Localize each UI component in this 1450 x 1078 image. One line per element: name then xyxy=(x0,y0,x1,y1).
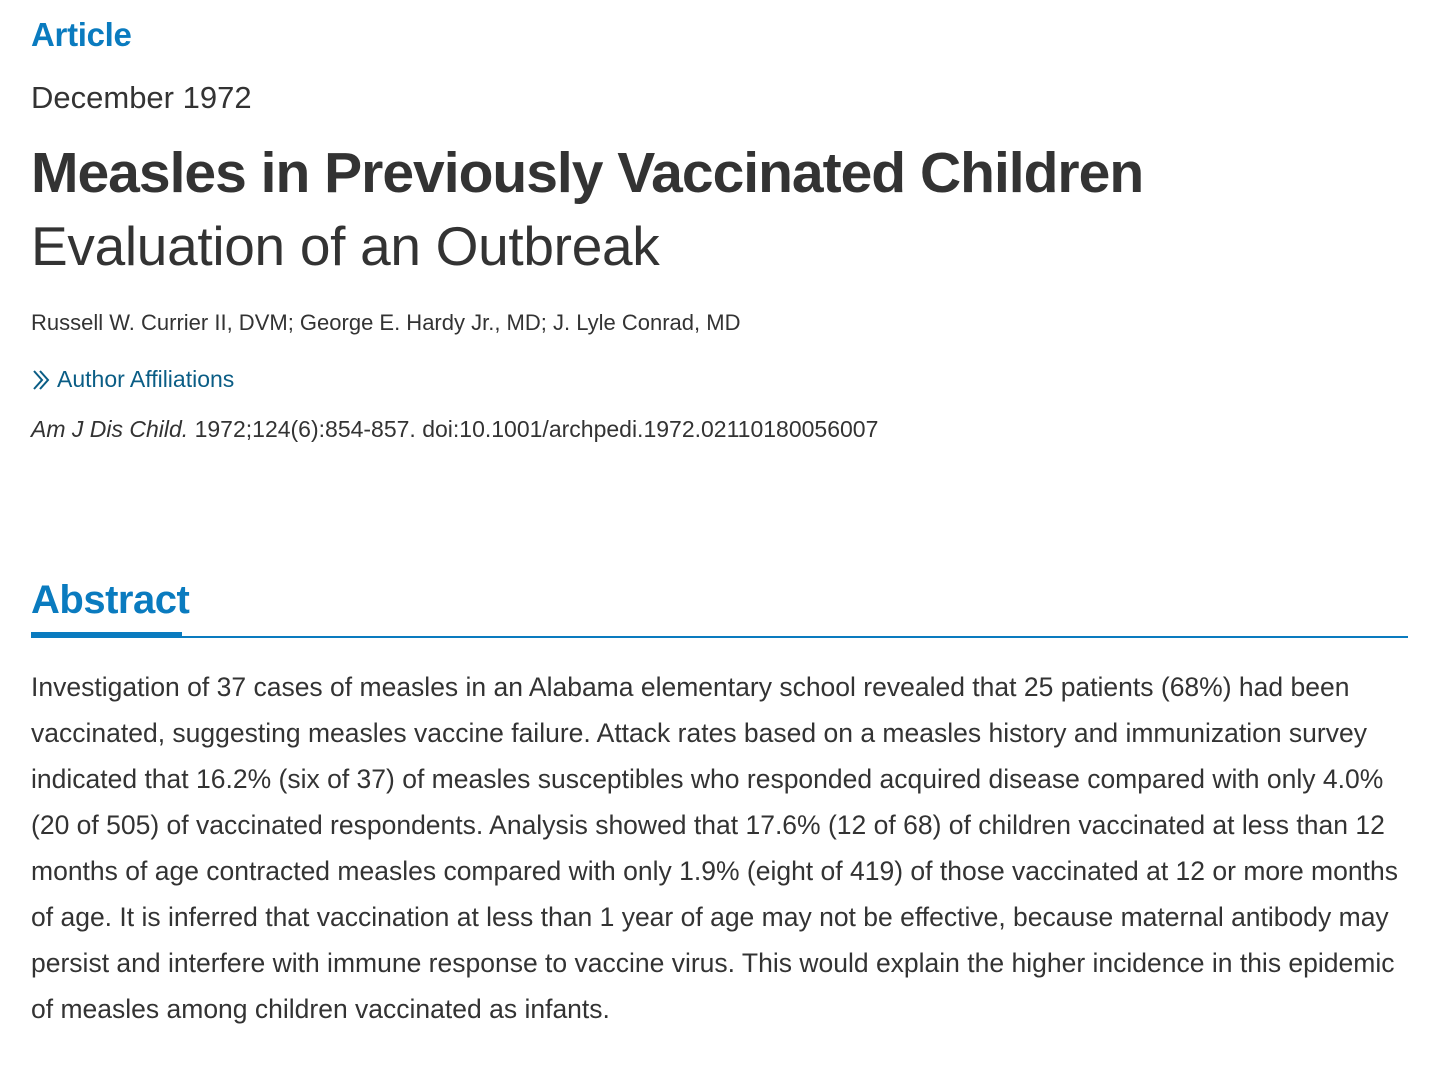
article-subtitle: Evaluation of an Outbreak xyxy=(31,215,660,277)
citation xyxy=(31,416,878,443)
journal-name: Am J Dis Child. xyxy=(31,416,189,442)
abstract-divider-accent xyxy=(31,632,182,638)
abstract-text: Investigation of 37 cases of measles in an Alabama elementary school revealed that 25 patients (68%) had been vaccinated, suggesting measles vaccine failure. Attack rates based on a measles history and immunization survey indicated that 16.2% (six of 37) of measles susceptibles who responded acquired disease compared with only 4.0% (20 of 505) of vaccinated respondents. Analysis showed that 17.6% (12 of 68) of children vaccinated at less than 12 months of age contracted measles compared with only 1.9% (eight of 419) of those vaccinated at 12 or more months of age. It is inferred that vaccination at less than 1 year of age may not be effective, because maternal antibody may persist and interfere with immune response to vaccine virus. This would explain the higher incidence in this epidemic of measles among children vaccinated as infants. xyxy=(31,672,1398,1024)
article-type-label: Article xyxy=(31,16,132,53)
author-list: Russell W. Currier II, DVM; George E. Hardy Jr., MD; J. Lyle Conrad, MD xyxy=(31,310,741,335)
double-chevron-right-icon xyxy=(31,367,51,393)
abstract-header xyxy=(31,578,1408,640)
article-title: Measles in Previously Vaccinated Children xyxy=(31,141,1144,205)
abstract-heading: Abstract xyxy=(31,578,190,622)
abstract-divider xyxy=(31,636,1408,638)
author-affiliations-toggle[interactable] xyxy=(31,366,234,393)
author-affiliations-label[interactable]: Author Affiliations xyxy=(57,366,235,392)
citation-details: 1972;124(6):854-857. doi:10.1001/archpedi.1972.02110180056007 xyxy=(194,416,879,442)
publication-date: December 1972 xyxy=(31,80,252,115)
